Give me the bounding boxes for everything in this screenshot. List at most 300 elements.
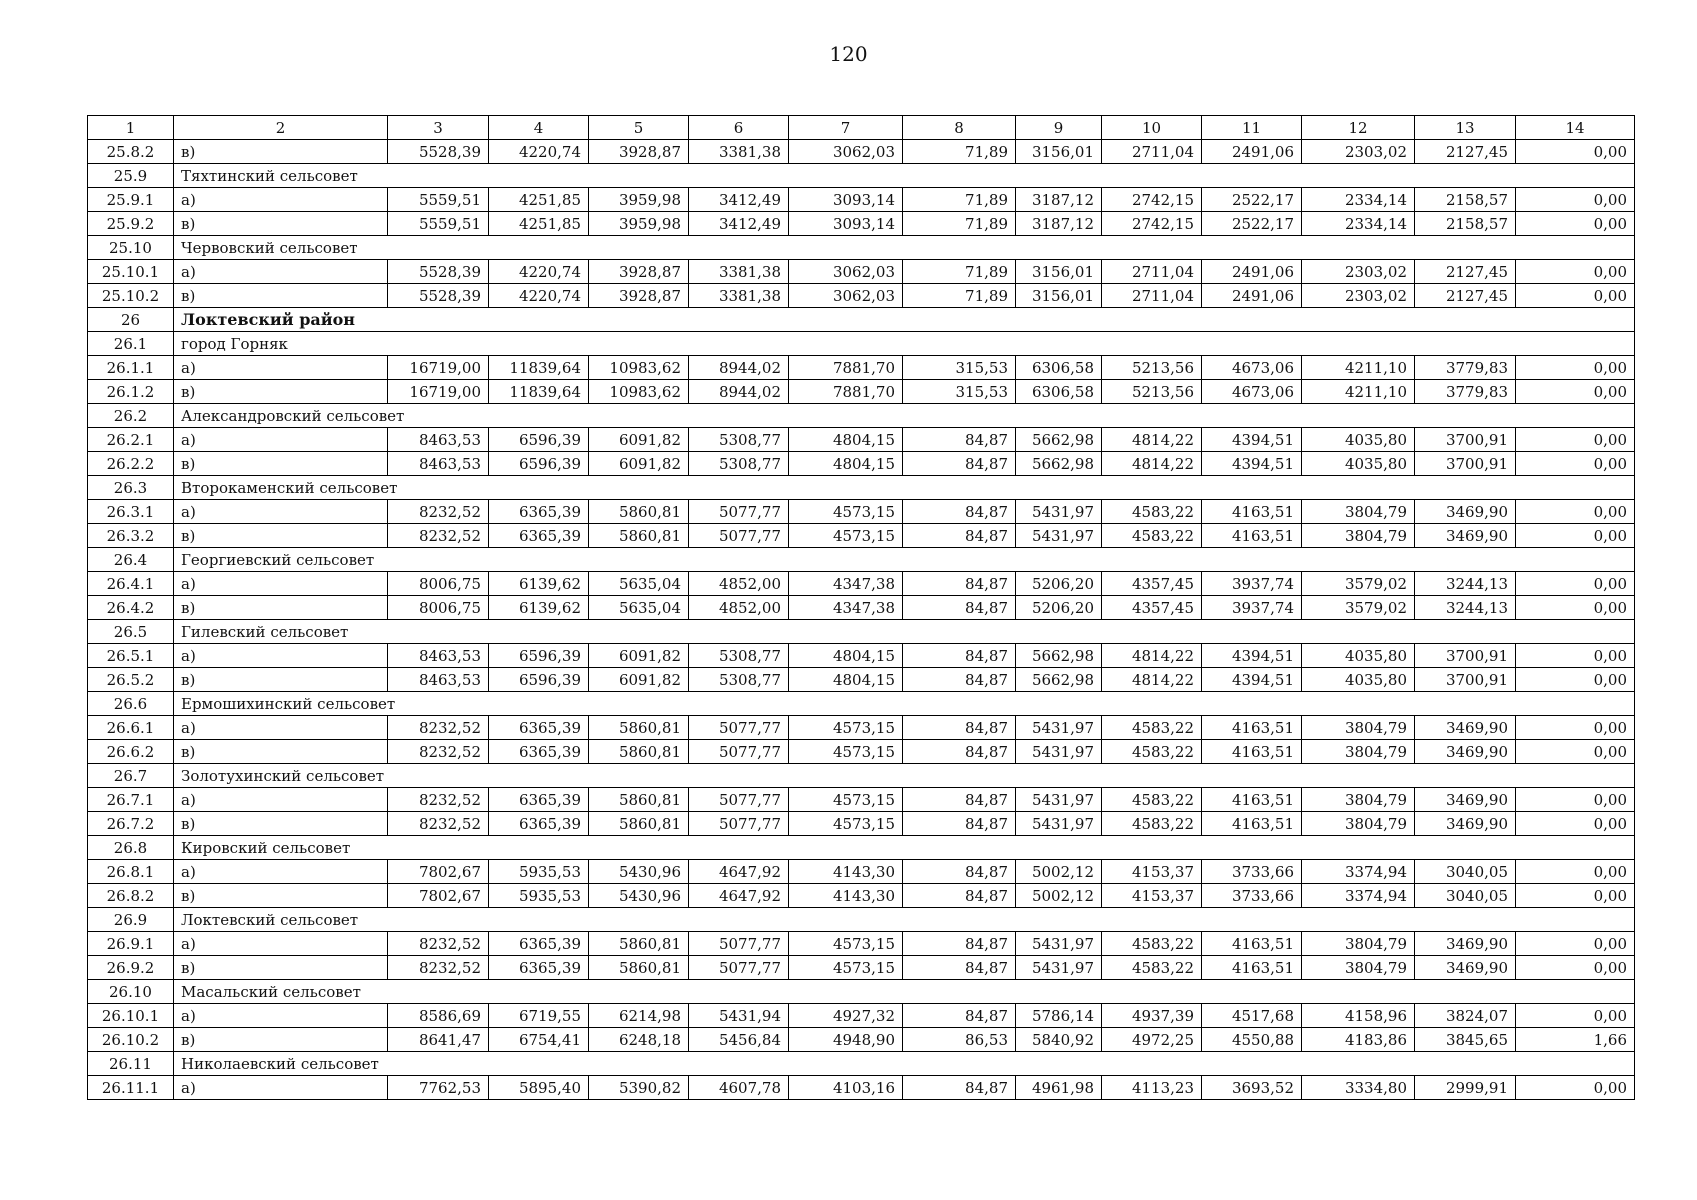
row-code: 25.8.2: [88, 140, 174, 164]
value-cell: 5077,77: [689, 812, 789, 836]
value-cell: 6365,39: [489, 524, 589, 548]
value-cell: 6091,82: [589, 452, 689, 476]
value-cell: 5077,77: [689, 788, 789, 812]
value-cell: 0,00: [1516, 956, 1635, 980]
column-header: 11: [1202, 116, 1302, 140]
row-label: а): [174, 188, 388, 212]
value-cell: 71,89: [903, 188, 1016, 212]
row-code: 26.5.1: [88, 644, 174, 668]
value-cell: 84,87: [903, 668, 1016, 692]
value-cell: 4517,68: [1202, 1004, 1302, 1028]
value-cell: 3700,91: [1415, 644, 1516, 668]
value-cell: 3937,74: [1202, 596, 1302, 620]
row-code: 26: [88, 308, 174, 332]
row-label: в): [174, 284, 388, 308]
value-cell: 2127,45: [1415, 140, 1516, 164]
value-cell: 4804,15: [789, 644, 903, 668]
row-code: 26.10.1: [88, 1004, 174, 1028]
value-cell: 315,53: [903, 356, 1016, 380]
value-cell: 4211,10: [1302, 380, 1415, 404]
value-cell: 5077,77: [689, 500, 789, 524]
value-cell: 4163,51: [1202, 524, 1302, 548]
value-cell: 5077,77: [689, 524, 789, 548]
value-cell: 84,87: [903, 1004, 1016, 1028]
value-cell: 2303,02: [1302, 260, 1415, 284]
value-cell: 5860,81: [589, 932, 689, 956]
value-cell: 2158,57: [1415, 188, 1516, 212]
value-cell: 0,00: [1516, 788, 1635, 812]
value-cell: 7802,67: [388, 884, 489, 908]
value-cell: 4607,78: [689, 1076, 789, 1100]
value-cell: 4583,22: [1102, 500, 1202, 524]
value-cell: 3804,79: [1302, 956, 1415, 980]
value-cell: 5528,39: [388, 260, 489, 284]
value-cell: 3779,83: [1415, 356, 1516, 380]
table-row: [88, 1076, 1635, 1100]
value-cell: 71,89: [903, 284, 1016, 308]
value-cell: 5002,12: [1016, 884, 1102, 908]
row-code: 26.9: [88, 908, 174, 932]
value-cell: 6139,62: [489, 596, 589, 620]
value-cell: 5635,04: [589, 596, 689, 620]
table-row: [88, 932, 1635, 956]
value-cell: 5635,04: [589, 572, 689, 596]
row-code: 26.7: [88, 764, 174, 788]
value-cell: 3469,90: [1415, 956, 1516, 980]
value-cell: 4583,22: [1102, 524, 1202, 548]
value-cell: 6306,58: [1016, 380, 1102, 404]
section-title: Александровский сельсовет: [174, 404, 1635, 428]
value-cell: 84,87: [903, 452, 1016, 476]
value-cell: 5528,39: [388, 284, 489, 308]
value-cell: 5935,53: [489, 860, 589, 884]
value-cell: 4163,51: [1202, 500, 1302, 524]
value-cell: 8006,75: [388, 596, 489, 620]
section-title: город Горняк: [174, 332, 1635, 356]
row-label: а): [174, 500, 388, 524]
row-label: а): [174, 1004, 388, 1028]
value-cell: 0,00: [1516, 260, 1635, 284]
value-cell: 2522,17: [1202, 188, 1302, 212]
value-cell: 5308,77: [689, 668, 789, 692]
value-cell: 2491,06: [1202, 260, 1302, 284]
value-cell: 4948,90: [789, 1028, 903, 1052]
value-cell: 0,00: [1516, 716, 1635, 740]
value-cell: 3093,14: [789, 212, 903, 236]
table-row: [88, 956, 1635, 980]
value-cell: 0,00: [1516, 284, 1635, 308]
row-label: в): [174, 524, 388, 548]
row-label: а): [174, 260, 388, 284]
value-cell: 4573,15: [789, 788, 903, 812]
row-code: 26.2: [88, 404, 174, 428]
value-cell: 4220,74: [489, 284, 589, 308]
value-cell: 4103,16: [789, 1076, 903, 1100]
value-cell: 0,00: [1516, 932, 1635, 956]
value-cell: 2742,15: [1102, 212, 1202, 236]
row-label: в): [174, 668, 388, 692]
value-cell: 16719,00: [388, 380, 489, 404]
value-cell: 4647,92: [689, 884, 789, 908]
value-cell: 3469,90: [1415, 788, 1516, 812]
table-row: [88, 500, 1635, 524]
section-header-row: [88, 692, 1635, 716]
table-row: [88, 284, 1635, 308]
value-cell: 4852,00: [689, 572, 789, 596]
value-cell: 10983,62: [589, 356, 689, 380]
table-row: [88, 524, 1635, 548]
value-cell: 5308,77: [689, 644, 789, 668]
value-cell: 0,00: [1516, 140, 1635, 164]
value-cell: 6719,55: [489, 1004, 589, 1028]
column-header: 10: [1102, 116, 1202, 140]
value-cell: 4673,06: [1202, 380, 1302, 404]
value-cell: 3804,79: [1302, 500, 1415, 524]
value-cell: 3845,65: [1415, 1028, 1516, 1052]
row-code: 26.8.1: [88, 860, 174, 884]
value-cell: 3779,83: [1415, 380, 1516, 404]
value-cell: 6248,18: [589, 1028, 689, 1052]
value-cell: 5786,14: [1016, 1004, 1102, 1028]
section-title: Червовский сельсовет: [174, 236, 1635, 260]
section-header-row: [88, 548, 1635, 572]
column-header: 14: [1516, 116, 1635, 140]
value-cell: 4163,51: [1202, 788, 1302, 812]
value-cell: 3093,14: [789, 188, 903, 212]
value-cell: 3959,98: [589, 212, 689, 236]
value-cell: 0,00: [1516, 644, 1635, 668]
value-cell: 4814,22: [1102, 428, 1202, 452]
row-code: 26.3.2: [88, 524, 174, 548]
section-header-row: [88, 908, 1635, 932]
value-cell: 0,00: [1516, 524, 1635, 548]
value-cell: 4814,22: [1102, 668, 1202, 692]
value-cell: 7881,70: [789, 356, 903, 380]
column-header: 6: [689, 116, 789, 140]
value-cell: 6091,82: [589, 428, 689, 452]
value-cell: 6139,62: [489, 572, 589, 596]
value-cell: 71,89: [903, 140, 1016, 164]
row-code: 26.3: [88, 476, 174, 500]
value-cell: 8232,52: [388, 788, 489, 812]
section-title: Второкаменский сельсовет: [174, 476, 1635, 500]
value-cell: 4814,22: [1102, 644, 1202, 668]
value-cell: 6365,39: [489, 812, 589, 836]
value-cell: 5662,98: [1016, 668, 1102, 692]
value-cell: 3469,90: [1415, 932, 1516, 956]
value-cell: 3804,79: [1302, 932, 1415, 956]
value-cell: 6365,39: [489, 788, 589, 812]
value-cell: 7762,53: [388, 1076, 489, 1100]
value-cell: 5077,77: [689, 716, 789, 740]
row-label: а): [174, 860, 388, 884]
value-cell: 4647,92: [689, 860, 789, 884]
value-cell: 8586,69: [388, 1004, 489, 1028]
value-cell: 4347,38: [789, 596, 903, 620]
value-cell: 2334,14: [1302, 188, 1415, 212]
value-cell: 3824,07: [1415, 1004, 1516, 1028]
value-cell: 3469,90: [1415, 524, 1516, 548]
row-label: а): [174, 428, 388, 452]
section-header-row: [88, 1052, 1635, 1076]
value-cell: 84,87: [903, 932, 1016, 956]
row-code: 26.5.2: [88, 668, 174, 692]
section-header-row: [88, 164, 1635, 188]
value-cell: 11839,64: [489, 380, 589, 404]
value-cell: 4394,51: [1202, 452, 1302, 476]
value-cell: 6596,39: [489, 668, 589, 692]
value-cell: 4251,85: [489, 188, 589, 212]
value-cell: 4163,51: [1202, 716, 1302, 740]
row-code: 26.4: [88, 548, 174, 572]
value-cell: 4357,45: [1102, 572, 1202, 596]
value-cell: 2158,57: [1415, 212, 1516, 236]
row-code: 26.11: [88, 1052, 174, 1076]
value-cell: 8463,53: [388, 428, 489, 452]
value-cell: 3381,38: [689, 140, 789, 164]
value-cell: 0,00: [1516, 884, 1635, 908]
value-cell: 2303,02: [1302, 140, 1415, 164]
column-header-row: [88, 116, 1635, 140]
value-cell: 5840,92: [1016, 1028, 1102, 1052]
value-cell: 8232,52: [388, 716, 489, 740]
column-header: 13: [1415, 116, 1516, 140]
value-cell: 5308,77: [689, 452, 789, 476]
value-cell: 3381,38: [689, 260, 789, 284]
value-cell: 84,87: [903, 1076, 1016, 1100]
row-code: 25.9.1: [88, 188, 174, 212]
value-cell: 5662,98: [1016, 428, 1102, 452]
value-cell: 71,89: [903, 212, 1016, 236]
row-label: в): [174, 380, 388, 404]
value-cell: 4583,22: [1102, 716, 1202, 740]
value-cell: 3700,91: [1415, 428, 1516, 452]
table-row: [88, 452, 1635, 476]
value-cell: 3700,91: [1415, 452, 1516, 476]
value-cell: 3374,94: [1302, 860, 1415, 884]
value-cell: 5559,51: [388, 212, 489, 236]
value-cell: 8641,47: [388, 1028, 489, 1052]
value-cell: 4804,15: [789, 452, 903, 476]
value-cell: 3374,94: [1302, 884, 1415, 908]
value-cell: 6596,39: [489, 428, 589, 452]
value-cell: 8232,52: [388, 500, 489, 524]
value-cell: 3412,49: [689, 212, 789, 236]
district-header-row: [88, 308, 1635, 332]
value-cell: 8232,52: [388, 956, 489, 980]
value-cell: 86,53: [903, 1028, 1016, 1052]
value-cell: 5935,53: [489, 884, 589, 908]
value-cell: 4143,30: [789, 860, 903, 884]
table-row: [88, 188, 1635, 212]
value-cell: 84,87: [903, 644, 1016, 668]
value-cell: 8006,75: [388, 572, 489, 596]
value-cell: 4673,06: [1202, 356, 1302, 380]
section-header-row: [88, 476, 1635, 500]
value-cell: 4573,15: [789, 812, 903, 836]
row-label: в): [174, 1028, 388, 1052]
value-cell: 3733,66: [1202, 884, 1302, 908]
section-header-row: [88, 620, 1635, 644]
value-cell: 4573,15: [789, 740, 903, 764]
value-cell: 3156,01: [1016, 260, 1102, 284]
row-code: 26.2.1: [88, 428, 174, 452]
value-cell: 4113,23: [1102, 1076, 1202, 1100]
section-title: Гилевский сельсовет: [174, 620, 1635, 644]
row-code: 26.8.2: [88, 884, 174, 908]
value-cell: 0,00: [1516, 572, 1635, 596]
value-cell: 5431,97: [1016, 812, 1102, 836]
table-row: [88, 428, 1635, 452]
column-header: 8: [903, 116, 1016, 140]
value-cell: 2999,91: [1415, 1076, 1516, 1100]
value-cell: 6596,39: [489, 452, 589, 476]
value-cell: 10983,62: [589, 380, 689, 404]
row-code: 26.5: [88, 620, 174, 644]
value-cell: 71,89: [903, 260, 1016, 284]
value-cell: 3469,90: [1415, 716, 1516, 740]
value-cell: 3804,79: [1302, 524, 1415, 548]
table-row: [88, 788, 1635, 812]
column-header: 9: [1016, 116, 1102, 140]
value-cell: 5860,81: [589, 716, 689, 740]
value-cell: 5559,51: [388, 188, 489, 212]
value-cell: 84,87: [903, 524, 1016, 548]
column-header: 5: [589, 116, 689, 140]
value-cell: 6754,41: [489, 1028, 589, 1052]
value-cell: 4394,51: [1202, 668, 1302, 692]
value-cell: 8232,52: [388, 812, 489, 836]
row-code: 25.9.2: [88, 212, 174, 236]
value-cell: 2491,06: [1202, 140, 1302, 164]
table-row: [88, 1004, 1635, 1028]
table-row: [88, 860, 1635, 884]
value-cell: 4163,51: [1202, 812, 1302, 836]
value-cell: 3469,90: [1415, 500, 1516, 524]
value-cell: 4583,22: [1102, 956, 1202, 980]
value-cell: 0,00: [1516, 380, 1635, 404]
value-cell: 6596,39: [489, 644, 589, 668]
value-cell: 5206,20: [1016, 596, 1102, 620]
value-cell: 84,87: [903, 740, 1016, 764]
row-code: 25.9: [88, 164, 174, 188]
value-cell: 4220,74: [489, 260, 589, 284]
value-cell: 5206,20: [1016, 572, 1102, 596]
value-cell: 4573,15: [789, 956, 903, 980]
row-code: 26.7.1: [88, 788, 174, 812]
value-cell: 4035,80: [1302, 668, 1415, 692]
value-cell: 8463,53: [388, 644, 489, 668]
value-cell: 6365,39: [489, 716, 589, 740]
value-cell: 4583,22: [1102, 788, 1202, 812]
row-code: 25.10.2: [88, 284, 174, 308]
value-cell: 3244,13: [1415, 572, 1516, 596]
value-cell: 2711,04: [1102, 140, 1202, 164]
column-header: 12: [1302, 116, 1415, 140]
value-cell: 3804,79: [1302, 740, 1415, 764]
table-row: [88, 596, 1635, 620]
value-cell: 5431,97: [1016, 500, 1102, 524]
value-cell: 84,87: [903, 596, 1016, 620]
section-title: Георгиевский сельсовет: [174, 548, 1635, 572]
value-cell: 84,87: [903, 572, 1016, 596]
value-cell: 5860,81: [589, 956, 689, 980]
tariff-table: [87, 115, 1635, 1100]
value-cell: 4927,32: [789, 1004, 903, 1028]
table-row: [88, 740, 1635, 764]
value-cell: 4153,37: [1102, 860, 1202, 884]
value-cell: 4573,15: [789, 500, 903, 524]
table-row: [88, 1028, 1635, 1052]
page-number: 120: [829, 42, 868, 66]
value-cell: 8944,02: [689, 356, 789, 380]
value-cell: 0,00: [1516, 1076, 1635, 1100]
value-cell: 4347,38: [789, 572, 903, 596]
value-cell: 2522,17: [1202, 212, 1302, 236]
value-cell: 5860,81: [589, 740, 689, 764]
value-cell: 3244,13: [1415, 596, 1516, 620]
table-row: [88, 260, 1635, 284]
section-header-row: [88, 236, 1635, 260]
value-cell: 84,87: [903, 812, 1016, 836]
value-cell: 3937,74: [1202, 572, 1302, 596]
section-title: Кировский сельсовет: [174, 836, 1635, 860]
section-header-row: [88, 404, 1635, 428]
row-label: в): [174, 140, 388, 164]
value-cell: 5308,77: [689, 428, 789, 452]
value-cell: 0,00: [1516, 740, 1635, 764]
value-cell: 4583,22: [1102, 812, 1202, 836]
value-cell: 5431,97: [1016, 740, 1102, 764]
value-cell: 4804,15: [789, 428, 903, 452]
value-cell: 3062,03: [789, 284, 903, 308]
value-cell: 84,87: [903, 860, 1016, 884]
value-cell: 5895,40: [489, 1076, 589, 1100]
row-label: а): [174, 644, 388, 668]
table-row: [88, 212, 1635, 236]
row-label: а): [174, 932, 388, 956]
value-cell: 4573,15: [789, 716, 903, 740]
value-cell: 2742,15: [1102, 188, 1202, 212]
value-cell: 0,00: [1516, 356, 1635, 380]
row-label: а): [174, 356, 388, 380]
column-header: 3: [388, 116, 489, 140]
value-cell: 8944,02: [689, 380, 789, 404]
value-cell: 2491,06: [1202, 284, 1302, 308]
value-cell: 4394,51: [1202, 428, 1302, 452]
column-header: 4: [489, 116, 589, 140]
row-label: а): [174, 788, 388, 812]
value-cell: 4573,15: [789, 932, 903, 956]
value-cell: 315,53: [903, 380, 1016, 404]
value-cell: 3040,05: [1415, 884, 1516, 908]
value-cell: 0,00: [1516, 668, 1635, 692]
row-code: 26.9.1: [88, 932, 174, 956]
value-cell: 4143,30: [789, 884, 903, 908]
value-cell: 8232,52: [388, 524, 489, 548]
value-cell: 4961,98: [1016, 1076, 1102, 1100]
value-cell: 4153,37: [1102, 884, 1202, 908]
section-header-row: [88, 764, 1635, 788]
value-cell: 5431,94: [689, 1004, 789, 1028]
value-cell: 2303,02: [1302, 284, 1415, 308]
row-code: 26.7.2: [88, 812, 174, 836]
value-cell: 3469,90: [1415, 812, 1516, 836]
value-cell: 8463,53: [388, 452, 489, 476]
value-cell: 84,87: [903, 428, 1016, 452]
table-row: [88, 716, 1635, 740]
value-cell: 2127,45: [1415, 284, 1516, 308]
